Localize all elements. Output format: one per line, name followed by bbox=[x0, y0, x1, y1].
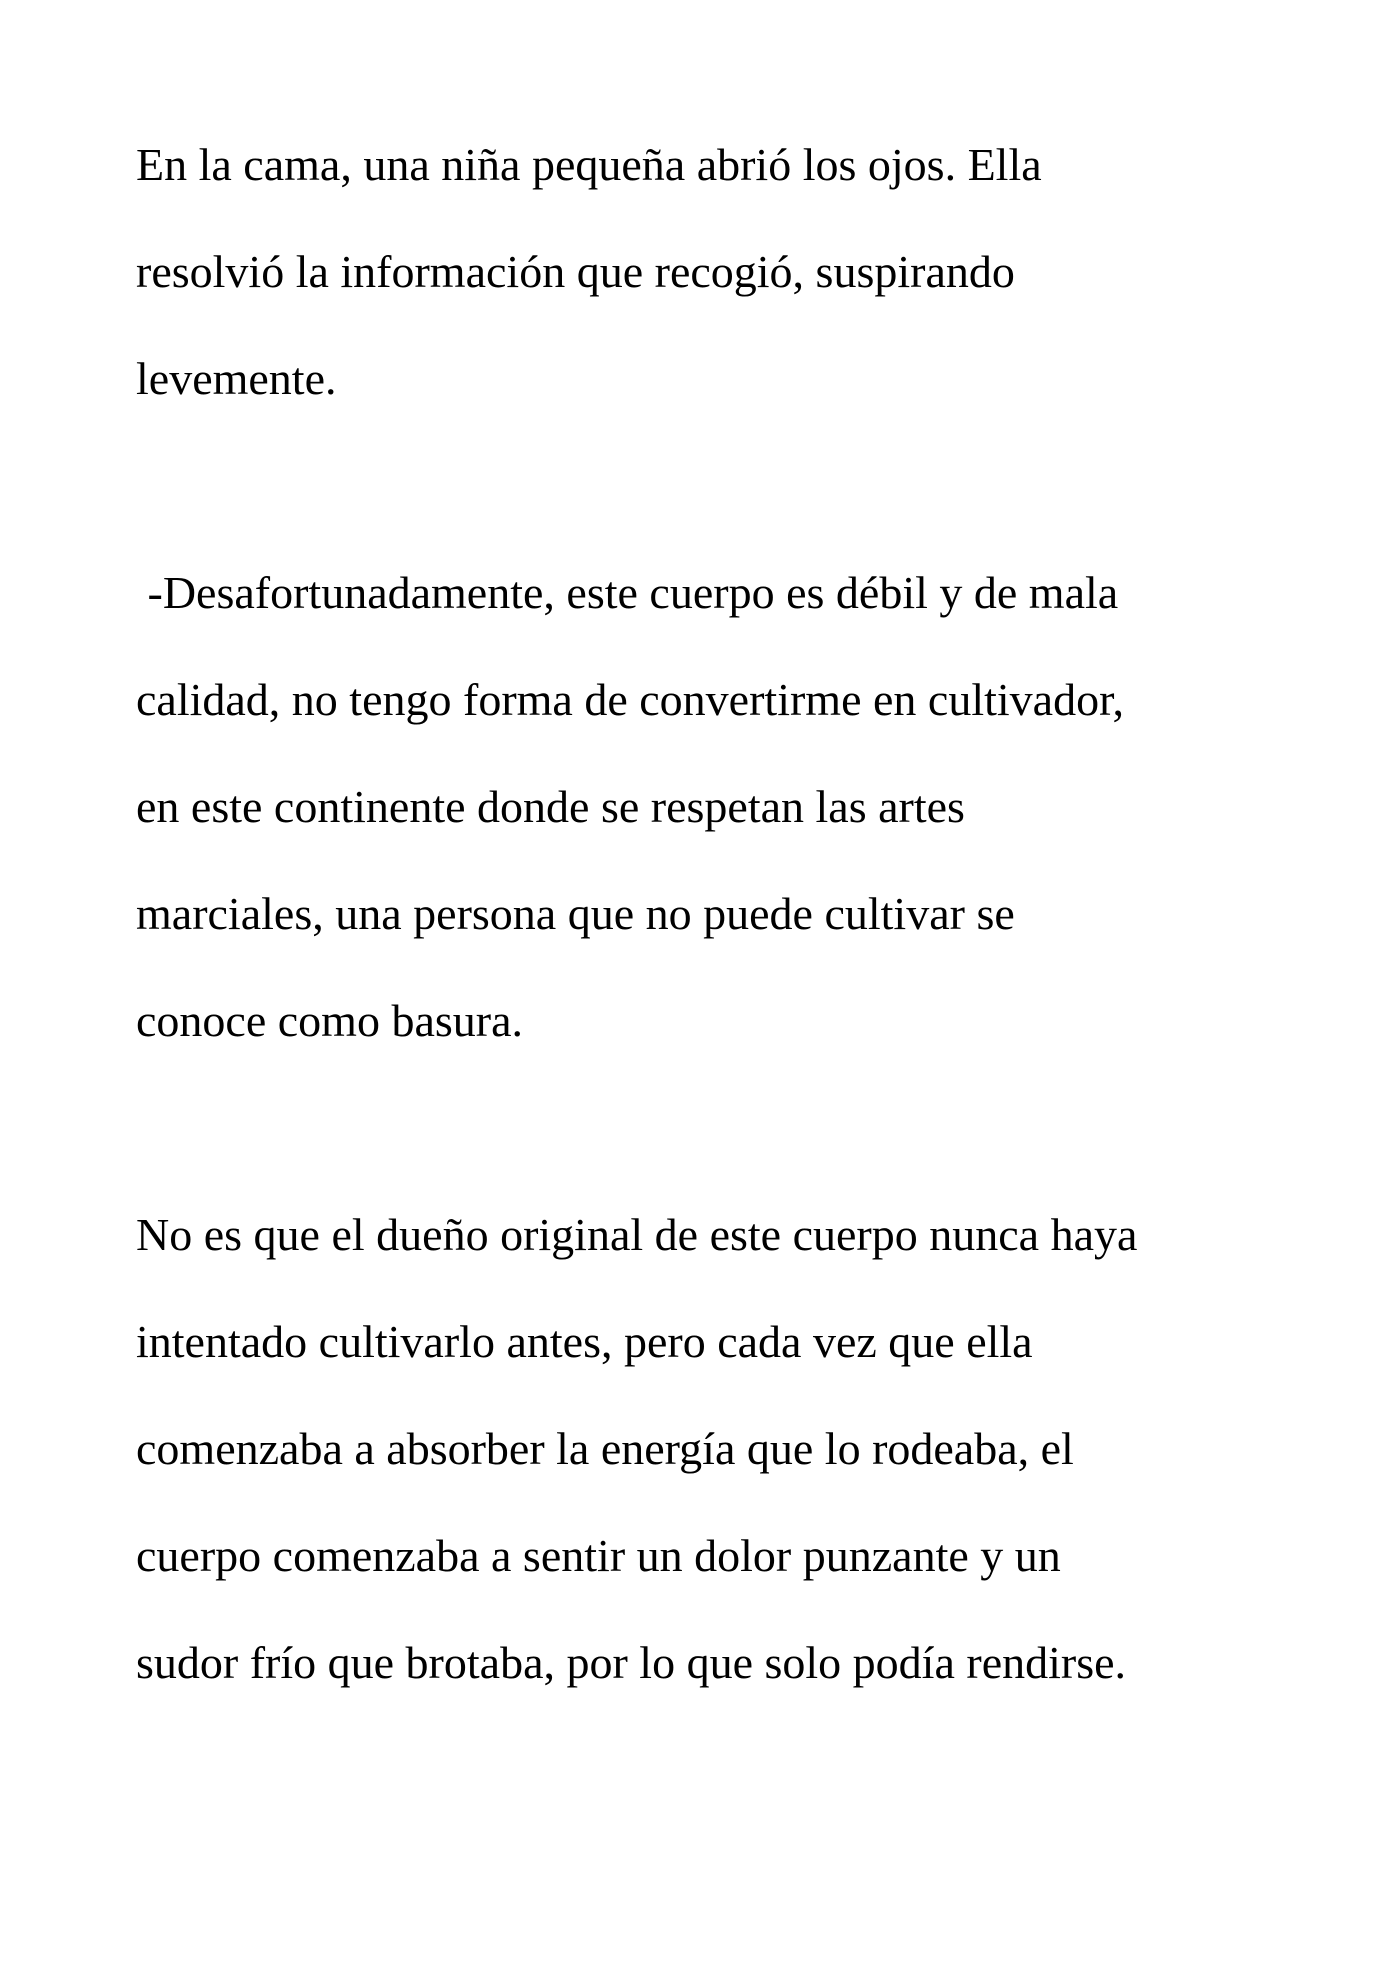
paragraph-3-line-2: intentado cultivarlo antes, pero cada vez que ella bbox=[136, 1316, 1033, 1367]
paragraph-3-line-3: comenzaba a absorber la energía que lo rodeaba, el bbox=[136, 1423, 1074, 1474]
paragraph-1-line-2: resolvió la información que recogió, suspirando bbox=[136, 246, 1015, 297]
paragraph-2-line-1: -Desafortunadamente, este cuerpo es débil y de mala bbox=[136, 567, 1119, 618]
paragraph-1-line-1: En la cama, una niña pequeña abrió los ojos. Ella bbox=[136, 139, 1042, 190]
paragraph-2-line-5: conoce como basura. bbox=[136, 995, 524, 1046]
paragraph-2-line-2: calidad, no tengo forma de convertirme en cultivador, bbox=[136, 674, 1125, 725]
paragraph-3-line-4: cuerpo comenzaba a sentir un dolor punzante y un bbox=[136, 1530, 1061, 1581]
paragraph-3-line-5: sudor frío que brotaba, por lo que solo podía rendirse. bbox=[136, 1637, 1127, 1688]
paragraph-2-line-3: en este continente donde se respetan las artes bbox=[136, 781, 965, 832]
paragraph-3-line-1: No es que el dueño original de este cuerpo nunca haya bbox=[136, 1209, 1138, 1260]
paragraph-2-line-4: marciales, una persona que no puede cultivar se bbox=[136, 888, 1015, 939]
paragraph-1-line-3: levemente. bbox=[136, 353, 337, 404]
